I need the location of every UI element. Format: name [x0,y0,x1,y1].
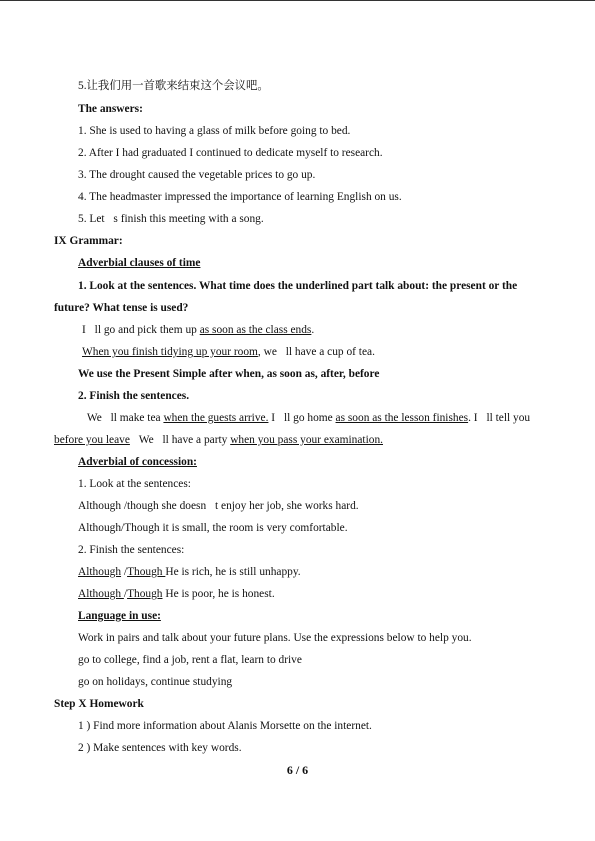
doc-line [54,301,188,315]
doc-line [78,79,269,93]
text-run: Although/Though it is small, the room is very comfortable. [78,522,348,534]
text-run: I ll go and pick them up [82,324,200,336]
doc-line [54,234,123,248]
text-run: / [123,588,128,600]
text-run: I ll go home [268,412,336,424]
text-run: Although [78,566,122,578]
doc-line [78,565,301,579]
doc-line [78,411,530,425]
doc-line [78,279,517,293]
text-run: , we ll have a cup of tea. [257,346,375,358]
text-run: Though [127,588,163,600]
doc-line [78,146,383,160]
text-run: 4. The headmaster impressed the importance of learning English on us. [78,191,402,203]
text-run:  We ll have a party [129,434,231,446]
text-run: 2 ) Make sentences with key words. [78,742,242,754]
text-run: go on holidays, continue studying [78,676,233,688]
page-number: 6 / 6 [286,763,309,777]
text-run: as soon as the lesson finishes [335,412,469,424]
text-run: Adverbial of concession: [78,456,197,468]
doc-line [78,190,402,204]
doc-line [82,345,375,359]
text-run: . I ll tell you [468,412,531,424]
text-run: 2. After I had graduated I continued to dedicate myself to research. [78,147,383,159]
text-run: when the guests arrive. [163,412,269,424]
text-run: 1 ) Find more information about Alanis Morsette on the internet. [78,720,372,732]
text-run: 5.让我们用一首歌来结束这个会议吧。 [78,80,269,92]
text-run: future? What tense is used? [54,302,189,314]
text-run: 1. Look at the sentences. What time does the underlined part talk about: the present or the [78,280,518,292]
text-run: When you finish tidying up your room [82,346,258,358]
text-run: when you pass your examination. [230,434,383,446]
text-run:  We ll make tea [78,412,164,424]
doc-line [54,697,144,711]
text-run: Though [127,566,166,578]
text-run: We use the Present Simple after when, as soon as, after, before [78,368,380,380]
text-run: The answers: [78,103,143,115]
text-run: before you leave [54,434,130,446]
doc-line [78,741,242,755]
text-run: 3. The drought caused the vegetable prices to go up. [78,169,316,181]
doc-line [78,653,302,667]
doc-line [78,543,184,557]
text-run: 1. She is used to having a glass of milk before going to bed. [78,125,351,137]
page-top-border [0,0,595,1]
doc-line [78,455,197,469]
doc-line [78,256,200,270]
text-run: IX Grammar: [54,235,123,247]
text-run: Language in use: [78,610,161,622]
text-run: He is rich, he is still unhappy. [165,566,301,578]
text-run: He is poor, he is honest. [162,588,275,600]
text-run: go to college, find a job, rent a flat, learn to drive [78,654,302,666]
doc-line [78,124,350,138]
text-run: / [121,566,128,578]
text-run: 5. Let s finish this meeting with a song. [78,213,264,225]
doc-line [82,323,314,337]
doc-line [78,499,359,513]
text-run: Work in pairs and talk about your future plans. Use the expressions below to help you. [78,632,472,644]
doc-line [78,521,348,535]
doc-line [78,587,275,601]
doc-line [78,102,143,116]
text-run: 2. Finish the sentences: [78,544,185,556]
text-run: Although [78,588,124,600]
doc-line [54,433,383,447]
doc-line [78,477,191,491]
text-run: as soon as the class ends [199,324,312,336]
doc-line [78,609,161,623]
doc-line [78,631,472,645]
text-run: Adverbial clauses of time [78,257,201,269]
text-run: Step X Homework [54,698,144,710]
doc-line [78,367,379,381]
doc-line [78,212,264,226]
text-run: . [311,324,315,336]
text-run: Although /though she doesn t enjoy her job, she works hard. [78,500,359,512]
text-run: 2. Finish the sentences. [78,390,190,402]
text-run: 1. Look at the sentences: [78,478,191,490]
doc-line [78,389,189,403]
doc-line [78,675,232,689]
doc-line [78,719,372,733]
doc-line [78,168,315,182]
